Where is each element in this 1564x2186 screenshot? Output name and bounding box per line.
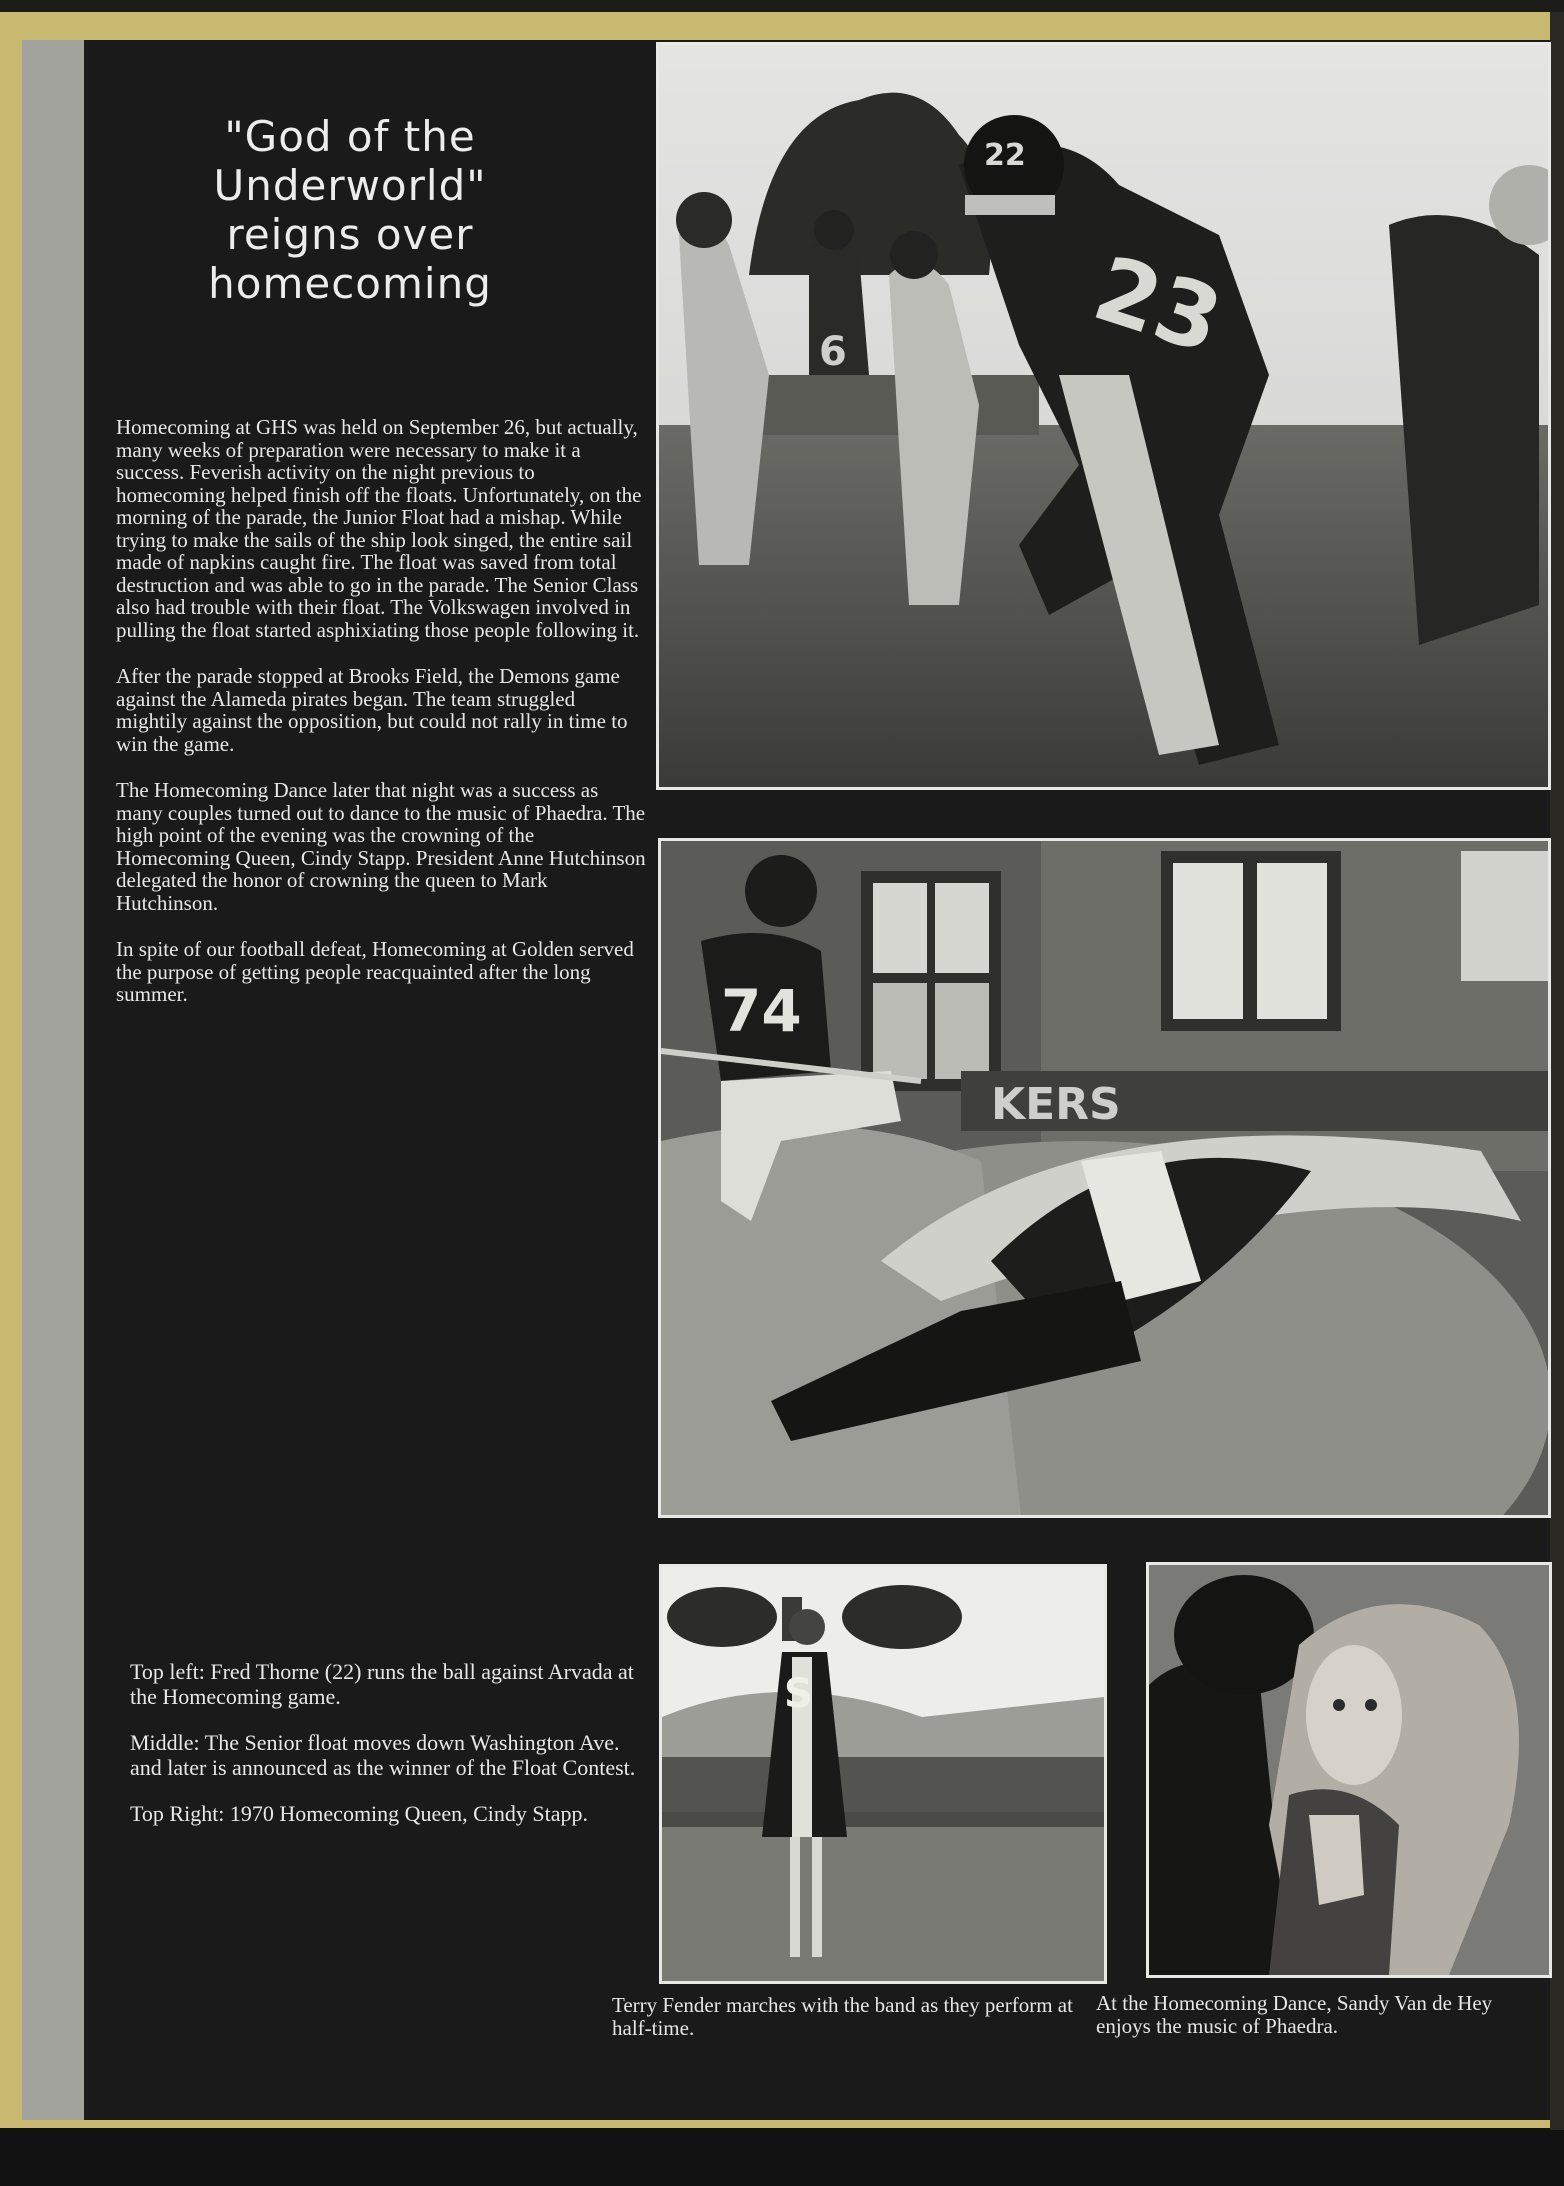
page-right-edge (1550, 12, 1564, 2130)
caption-top-right: Top Right: 1970 Homecoming Queen, Cindy Stapp. (130, 1801, 588, 1826)
caption-band: Terry Fender marches with the band as they perform at half-time. (612, 1993, 1073, 2040)
caption-dance: At the Homecoming Dance, Sandy Van de Hey enjoys the music of Phaedra. (1096, 1991, 1493, 2038)
article-paragraph: In spite of our football defeat, Homecoming at Golden served the purpose of getting people reacquainted after the long summer. (116, 937, 634, 1006)
binding-top (0, 0, 1564, 12)
page-margin (22, 40, 84, 2120)
uniform-letter: S (784, 1671, 813, 1717)
photo-captions-block (130, 1660, 650, 1849)
article-paragraph: The Homecoming Dance later that night was a success as many couples turned out to dance to the music of Phaedra. The high point of the evening was the crowning of the Homecoming Queen, Cindy Stapp. President Anne Hutchinson delegated the honor of crowning the queen to Mark Hutchinson. (116, 778, 646, 915)
homecoming-dance-photo (1146, 1562, 1552, 1978)
article-body (116, 416, 646, 1030)
article-title: "God of the Underworld" reigns over homecoming (208, 112, 492, 308)
storefront-sign: KERS (991, 1079, 1121, 1130)
caption-top-left: Top left: Fred Thorne (22) runs the ball against Arvada at the Homecoming game. (130, 1659, 634, 1709)
homecoming-dance-image (1149, 1565, 1549, 1975)
binding-bottom (0, 2128, 1564, 2186)
article-paragraph: After the parade stopped at Brooks Field, the Demons game against the Alameda pirates began. The team struggled mightily against the opposition, but could not rally in time to win the game. (116, 664, 628, 756)
helmet-number: 22 (984, 138, 1026, 173)
jersey-number-side: 6 (819, 329, 847, 375)
senior-float-photo (658, 838, 1551, 1518)
article-paragraph: Homecoming at GHS was held on September 26, but actually, many weeks of preparation were necessary to make it a success. Feverish activity on the night previous to homecoming helped finish off the floats. Unfortunately, on the morning of the parade, the Junior Float had a mishap. While trying to make the sails of the ship look singed, the entire sail made of napkins caught fire. The float was saved from total destruction and was able to go in the parade. The Senior Class also had trouble with their float. The Volkswagen involved in pulling the float started asphixiating those people following it. (116, 415, 642, 642)
senior-float-image (661, 841, 1548, 1515)
caption-middle: Middle: The Senior float moves down Washington Ave. and later is announced as the winner of the Float Contest. (130, 1730, 636, 1780)
football-game-image (659, 45, 1548, 787)
jersey-number: 23 (1082, 236, 1234, 375)
band-halftime-image (662, 1567, 1104, 1981)
jersey-number: 74 (721, 977, 802, 1045)
band-halftime-photo (659, 1564, 1107, 1984)
football-game-photo (656, 42, 1551, 790)
